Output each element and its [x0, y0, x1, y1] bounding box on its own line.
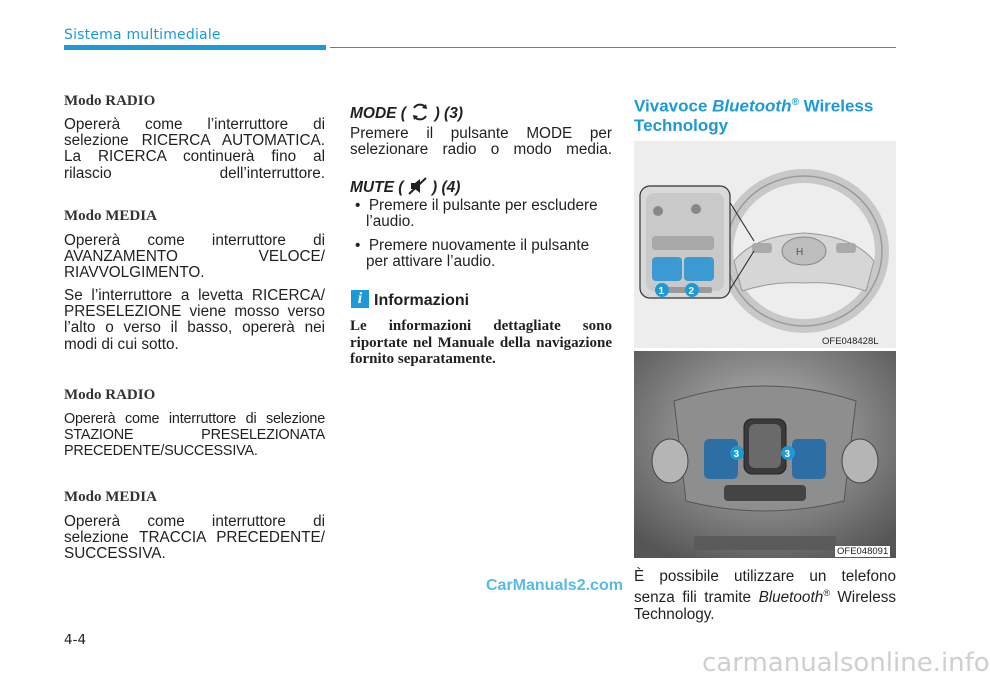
paragraph-media-2: Opererà come interruttore di selezione TRACCIA PRECEDENTE/ SUCCESSIVA.	[64, 513, 325, 563]
bt-title-post: Wireless Technology	[634, 96, 874, 135]
mute-icon	[408, 177, 428, 195]
callout-3b: 3	[784, 449, 791, 460]
heading-modo-media-2: Modo MEDIA	[64, 489, 157, 505]
mute-heading-prefix: MUTE (	[350, 179, 404, 196]
header-accent-bar	[64, 45, 326, 50]
bt-title-brand: Bluetooth	[712, 96, 792, 116]
section-title: Sistema multimediale	[64, 27, 221, 43]
callout-3a: 3	[733, 449, 740, 460]
paragraph-radio-1: Opererà come l’interruttore di selezione RICERCA AUTOMATICA. La RICERCA continuerà fino al rilascio dell’interruttore.	[64, 116, 325, 182]
mode-paragraph: Premere il pulsante MODE per selezionare radio o modo media.	[350, 125, 612, 159]
mode-heading	[350, 103, 463, 123]
paragraph-media-1b: Se l’interruttore a levetta RICERCA/ PRESELEZIONE viene mosso verso l’alto o verso il basso, opererà nei modi di cui sotto.	[64, 287, 325, 353]
mute-bullet-2: • Premere nuovamente il pulsante per attivare l’audio.	[355, 237, 590, 271]
mute-heading	[350, 177, 460, 197]
steering-wheel-image	[634, 141, 896, 348]
image2-caption: OFE048091	[837, 546, 889, 557]
callout-1: 1	[658, 286, 665, 297]
info-text: Le informazioni dettagliate sono riportate nel Manuale della navigazione fornito separatamente.	[350, 318, 612, 367]
bt-body-reg: ®	[823, 588, 830, 599]
callout-2: 2	[688, 286, 695, 297]
bt-body-brand: Bluetooth	[758, 589, 824, 607]
info-title: Informazioni	[374, 292, 470, 309]
bluetooth-section-title	[634, 93, 896, 135]
heading-modo-media-1: Modo MEDIA	[64, 208, 157, 224]
bluetooth-paragraph	[634, 569, 896, 623]
heading-modo-radio-1: Modo RADIO	[64, 93, 156, 109]
mode-heading-prefix: MODE (	[350, 105, 406, 122]
watermark-carmanuals2[interactable]: CarManuals2.com	[486, 577, 623, 594]
info-icon: i	[351, 290, 369, 308]
steering-wheel-illustration	[634, 141, 896, 348]
paragraph-radio-2: Opererà come interruttore di selezione STAZIONE PRESELEZIONATA PRECEDENTE/SUCCESSIVA.	[64, 411, 325, 460]
header-rule	[330, 47, 896, 48]
mode-icon	[410, 103, 430, 121]
bt-body-post: Wireless Technology.	[634, 589, 896, 623]
overhead-console-illustration	[634, 351, 896, 558]
overhead-console-image	[634, 351, 896, 558]
mode-heading-suffix: ) (3)	[434, 105, 464, 122]
page-number: 4-4	[64, 632, 87, 648]
image1-caption: OFE048428L	[822, 336, 879, 347]
paragraph-media-1a: Opererà come interruttore di AVANZAMENTO VELOCE/ RIAVVOLGIMENTO.	[64, 232, 325, 282]
bt-body-pre: È possibile utilizzare un telefono senza fili tramite	[634, 568, 896, 607]
mute-bullet-2-text: Premere nuovamente il pulsante per attivare l’audio.	[366, 237, 590, 271]
heading-modo-radio-2: Modo RADIO	[64, 387, 156, 403]
bt-title-pre: Vivavoce	[634, 96, 713, 116]
watermark-carmanualsonline[interactable]: carmanualsonline.info	[702, 648, 990, 678]
mute-bullet-1: • Premere il pulsante per escludere l’audio.	[355, 197, 598, 231]
svg-text:H: H	[796, 247, 804, 258]
bt-title-reg: ®	[791, 97, 799, 108]
mute-bullet-1-text: Premere il pulsante per escludere l’audio.	[366, 197, 598, 231]
mute-heading-suffix: ) (4)	[432, 179, 461, 196]
